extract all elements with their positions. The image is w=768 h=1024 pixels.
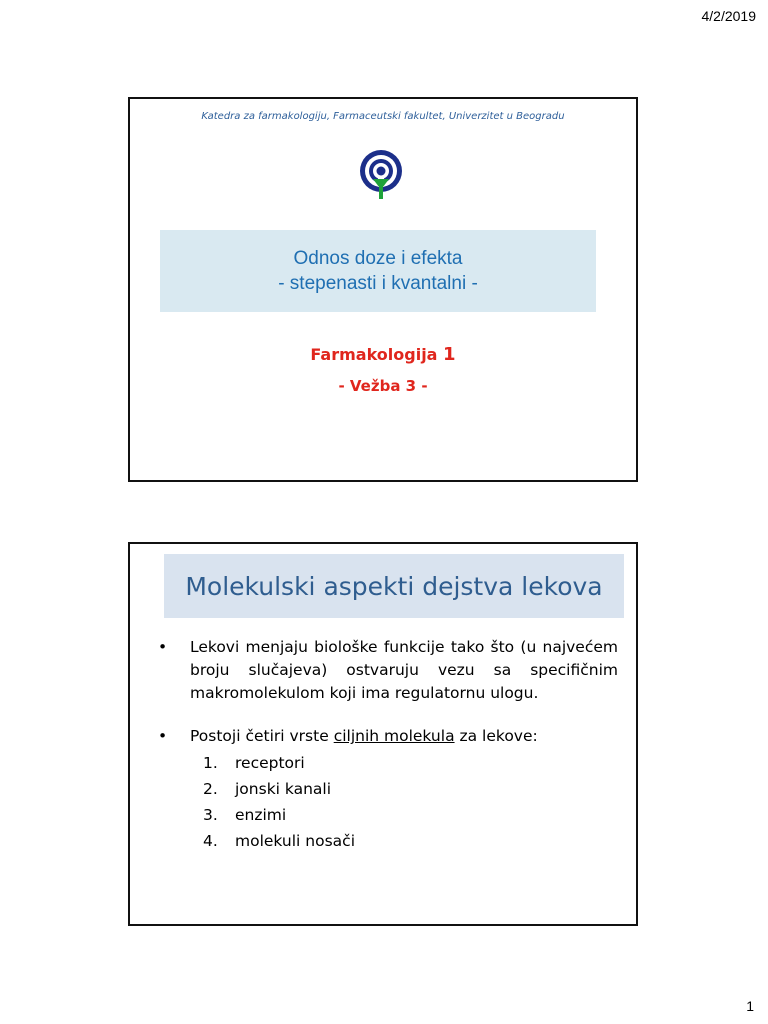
bullet-icon: • [158, 727, 168, 745]
bullet-text-prefix: Postoji četiri vrste [190, 727, 329, 745]
bullet-text-underlined: ciljnih molekula [333, 727, 455, 745]
page-date: 4/2/2019 [701, 8, 756, 24]
title-line-1: Odnos doze i efekta [293, 248, 463, 269]
slide-2 [128, 542, 638, 926]
bullet-item [152, 725, 618, 854]
bullet-icon: • [158, 638, 168, 656]
list-item: 1. receptori [203, 754, 305, 772]
list-item: 4. molekuli nosači [203, 832, 355, 850]
page-number: 1 [746, 998, 754, 1014]
course-name: Farmakologija [310, 345, 438, 364]
list-item: 2. jonski kanali [203, 780, 332, 798]
exercise-label: - Vežba 3 - [338, 377, 428, 395]
institution-text: Katedra za farmakologiju, Farmaceutski fakultet, Univerzitet u Beogradu [201, 111, 565, 122]
course-number: 1 [443, 344, 456, 365]
title-box [160, 230, 596, 312]
bullet-list [152, 636, 618, 854]
heading-box [164, 554, 624, 618]
bullet-text-suffix: za lekove: [459, 727, 538, 745]
slide-1 [128, 97, 638, 482]
slide-heading: Molekulski aspekti dejstva lekova [185, 571, 603, 601]
target-list [190, 750, 618, 854]
bullet-text: Lekovi menjaju biološke funkcije tako što (u najvećem broju slučajeva) ostvaruju vezu sa specifičnim makromolekulom koji ima regulatornu ulogu. [190, 638, 618, 702]
faculty-logo-icon [355, 147, 407, 203]
bullet-item [152, 636, 618, 705]
course-title [130, 344, 636, 365]
title-line-2: - stepenasti i kvantalni - [278, 273, 478, 294]
list-item: 3. enzimi [203, 806, 287, 824]
